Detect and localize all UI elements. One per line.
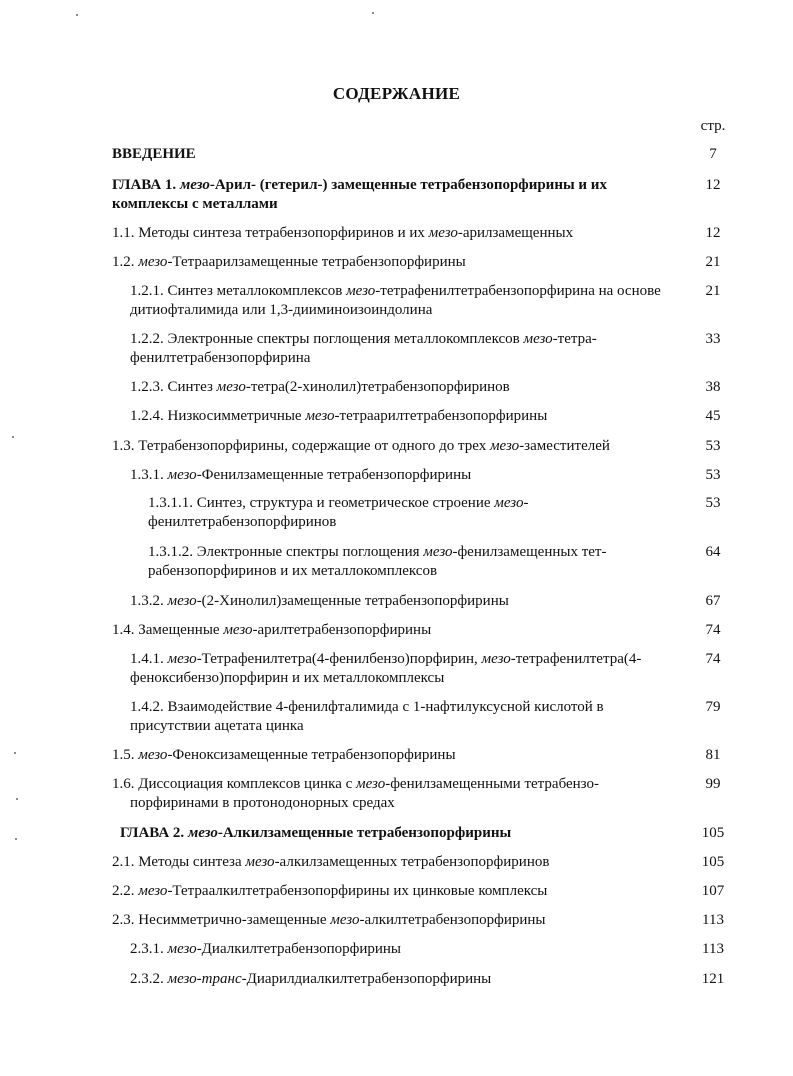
- title-fragment: 1.3.1.1. Синтез, структура и геометрическое строение: [148, 495, 495, 511]
- toc-entry-title: [112, 746, 682, 765]
- toc-page-number: 121: [701, 971, 725, 987]
- toc-entry: [130, 378, 736, 397]
- title-fragment: -тетраарилтетрабензопорфирины: [334, 408, 548, 424]
- toc-entry: [112, 145, 736, 164]
- scan-speck: [15, 838, 17, 840]
- italic-term: мезо: [428, 225, 458, 241]
- toc-page-number: 81: [705, 747, 721, 763]
- title-fragment: -фенилзамещенных тет-рабензопорфиринов и их металлокомплексов: [148, 544, 607, 579]
- title-fragment: -Арил- (гетерил-) замещенные тетрабензопорфирины и их комплексы с металлами: [112, 177, 607, 212]
- toc-entry: [112, 176, 736, 214]
- title-fragment: -заместителей: [519, 438, 610, 454]
- toc-page-number: 105: [701, 854, 725, 870]
- title-fragment: -Диалкилтетрабензопорфирины: [196, 941, 401, 957]
- toc-entry-title: [112, 911, 682, 930]
- toc-entry: [112, 853, 736, 872]
- toc-entry: [130, 698, 736, 736]
- title-fragment: 1.2.: [112, 254, 139, 270]
- toc-page-number: 105: [701, 825, 725, 841]
- toc-entry-title: [130, 282, 682, 320]
- toc-entry-title: [112, 621, 682, 640]
- italic-term: мезо: [330, 912, 360, 928]
- title-fragment: -арилтетрабензопорфирины: [252, 622, 432, 638]
- title-fragment: 1.4. Замещенные: [112, 622, 224, 638]
- title-fragment: ВВЕДЕНИЕ: [112, 146, 196, 162]
- toc-entry-title: [112, 145, 682, 164]
- italic-term: мезо: [216, 379, 246, 395]
- toc-entry-title: [112, 853, 682, 872]
- toc-entry: [112, 224, 736, 243]
- scan-speck: [12, 436, 14, 438]
- toc-page-number: 7: [709, 146, 717, 162]
- italic-term: мезо: [481, 651, 511, 667]
- toc-page-number: 12: [705, 225, 721, 241]
- toc-page-number: 45: [705, 408, 721, 424]
- italic-term: мезо: [305, 408, 335, 424]
- title-fragment: ГЛАВА 2.: [120, 825, 188, 841]
- toc-entry: [120, 824, 736, 843]
- italic-term: мезо: [179, 177, 210, 193]
- toc-entry-title: [112, 882, 682, 901]
- page-title: СОДЕРЖАНИЕ: [332, 84, 461, 103]
- title-fragment: -фенилтетрабензопорфиринов: [148, 495, 529, 530]
- toc-entry: [112, 621, 736, 640]
- toc-page-number: 99: [705, 776, 721, 792]
- title-fragment: 2.1. Методы синтеза: [112, 854, 246, 870]
- toc-entry: [112, 746, 736, 765]
- italic-term: мезо-транс: [167, 971, 242, 987]
- toc-page-number: 53: [705, 467, 721, 483]
- italic-term: мезо: [523, 331, 553, 347]
- italic-term: мезо: [187, 825, 218, 841]
- toc-page-number: 21: [705, 283, 721, 299]
- toc-entry-title: [130, 466, 682, 485]
- toc-entry-title: [130, 650, 682, 688]
- toc-entry: [130, 592, 736, 611]
- title-fragment: 1.2.2. Электронные спектры поглощения металлокомплексов: [130, 331, 524, 347]
- title-fragment: 2.3. Несимметрично-замещенные: [112, 912, 331, 928]
- toc-entry: [130, 407, 736, 426]
- toc-entry: [112, 253, 736, 272]
- title-fragment: -алкилзамещенных тетрабензопорфиринов: [274, 854, 550, 870]
- title-fragment: -тетрафенилтетрабензопорфирина на основе дитиофталимида или 1,3-дииминоизоиндолина: [130, 283, 661, 318]
- italic-term: мезо: [489, 438, 520, 454]
- toc-entry-title: [120, 824, 682, 843]
- toc-page-number: 113: [702, 941, 724, 957]
- title-fragment: -фенилзамещенными тетрабензо-порфиринами в протонодонорных средах: [130, 776, 600, 811]
- toc-entry: [148, 543, 736, 581]
- title-fragment: 1.3.1.: [130, 467, 168, 483]
- toc-page-number: 21: [705, 254, 721, 270]
- toc-entry-title: [130, 940, 682, 959]
- toc-entry: [112, 882, 736, 901]
- title-fragment: 1.2.3. Синтез: [130, 379, 217, 395]
- toc-entry-title: [130, 592, 682, 611]
- toc-entry: [112, 775, 736, 813]
- title-fragment: -тетра(2-хинолил)тетрабензопорфиринов: [245, 379, 510, 395]
- italic-term: мезо: [138, 883, 168, 899]
- toc-page-number: 53: [705, 495, 721, 511]
- title-fragment: -тетра-фенилтетрабензопорфирина: [130, 331, 597, 366]
- toc-entry: [130, 282, 736, 320]
- title-fragment: -Тетраалкилтетрабензопорфирины их цинковые комплексы: [167, 883, 548, 899]
- toc-entry-title: [112, 775, 682, 813]
- toc-entry-title: [148, 494, 682, 532]
- toc-page-number: 53: [705, 438, 721, 454]
- toc-entry: [130, 940, 736, 959]
- scan-speck: [14, 752, 16, 754]
- italic-term: мезо: [346, 283, 376, 299]
- toc-entry-title: [130, 698, 682, 736]
- toc-page-number: 33: [705, 331, 721, 347]
- toc-page-number: 74: [705, 622, 721, 638]
- title-fragment: -Феноксизамещенные тетрабензопорфирины: [167, 747, 456, 763]
- title-fragment: ГЛАВА 1.: [112, 177, 180, 193]
- title-fragment: 1.2.1. Синтез металлокомплексов: [130, 283, 347, 299]
- scan-speck: [76, 14, 78, 16]
- italic-term: мезо: [138, 254, 168, 270]
- toc-entry-title: [112, 437, 682, 456]
- title-fragment: -арилзамещенных: [457, 225, 574, 241]
- italic-term: мезо: [356, 776, 386, 792]
- title-fragment: 1.3.1.2. Электронные спектры поглощения: [148, 544, 424, 560]
- toc-page-number: 79: [705, 699, 721, 715]
- toc-entry-title: [112, 176, 682, 214]
- title-fragment: 2.2.: [112, 883, 139, 899]
- title-fragment: 2.3.1.: [130, 941, 168, 957]
- title-fragment: -Фенилзамещенные тетрабензопорфирины: [196, 467, 472, 483]
- toc-entry-title: [130, 970, 682, 989]
- title-fragment: -Алкилзамещенные тетрабензопорфирины: [217, 825, 512, 841]
- italic-term: мезо: [167, 941, 197, 957]
- toc-entry: [112, 911, 736, 930]
- title-fragment: 1.4.2. Взаимодействие 4-фенилфталимида с 1-нафтилуксусной кислотой в присутствии ацетата цинка: [130, 699, 604, 734]
- title-fragment: -Диарилдиалкилтетрабензопорфирины: [241, 971, 492, 987]
- title-fragment: 2.3.2.: [130, 971, 168, 987]
- title-fragment: -Тетрафенилтетра(4-фенилбензо)порфирин,: [196, 651, 482, 667]
- title-fragment: -алкилтетрабензопорфирины: [359, 912, 546, 928]
- title-fragment: 1.6. Диссоциация комплексов цинка с: [112, 776, 357, 792]
- scan-speck: [16, 798, 18, 800]
- page-column-header: стр.: [700, 118, 726, 134]
- toc-page-number: 64: [705, 544, 721, 560]
- italic-term: мезо: [494, 495, 524, 511]
- toc-entry: [130, 970, 736, 989]
- toc-entry-title: [112, 253, 682, 272]
- title-fragment: 1.3.2.: [130, 593, 168, 609]
- toc-entry-title: [130, 407, 682, 426]
- italic-term: мезо: [223, 622, 253, 638]
- title-fragment: 1.5.: [112, 747, 139, 763]
- toc-page-number: 67: [705, 593, 721, 609]
- toc-page-number: 107: [701, 883, 725, 899]
- title-fragment: -тетрафенилтетра(4-феноксибензо)порфирин и их металлокомплексы: [130, 651, 642, 686]
- italic-term: мезо: [138, 747, 168, 763]
- italic-term: мезо: [423, 544, 453, 560]
- title-fragment: 1.3. Тетрабензопорфирины, содержащие от одного до трех: [112, 438, 490, 454]
- toc-page-number: 113: [702, 912, 724, 928]
- italic-term: мезо: [245, 854, 275, 870]
- toc-page-number: 38: [705, 379, 721, 395]
- title-fragment: 1.1. Методы синтеза тетрабензопорфиринов и их: [112, 225, 429, 241]
- toc-entry: [130, 650, 736, 688]
- toc-page-number: 74: [705, 651, 721, 667]
- toc-entry-title: [112, 224, 682, 243]
- scan-speck: [372, 12, 374, 14]
- title-fragment: -Тетраарилзамещенные тетрабензопорфирины: [167, 254, 466, 270]
- title-fragment: 1.4.1.: [130, 651, 168, 667]
- italic-term: мезо: [167, 467, 197, 483]
- italic-term: мезо: [167, 651, 197, 667]
- toc-page-number: 12: [705, 177, 721, 193]
- toc-entry-title: [130, 330, 682, 368]
- toc-entry: [130, 330, 736, 368]
- title-fragment: 1.2.4. Низкосимметричные: [130, 408, 306, 424]
- italic-term: мезо: [167, 593, 197, 609]
- toc-entry: [130, 466, 736, 485]
- toc-entry-title: [130, 378, 682, 397]
- toc-entry: [112, 437, 736, 456]
- toc-entry: [148, 494, 736, 532]
- title-fragment: -(2-Хинолил)замещенные тетрабензопорфирины: [196, 593, 509, 609]
- toc-entry-title: [148, 543, 682, 581]
